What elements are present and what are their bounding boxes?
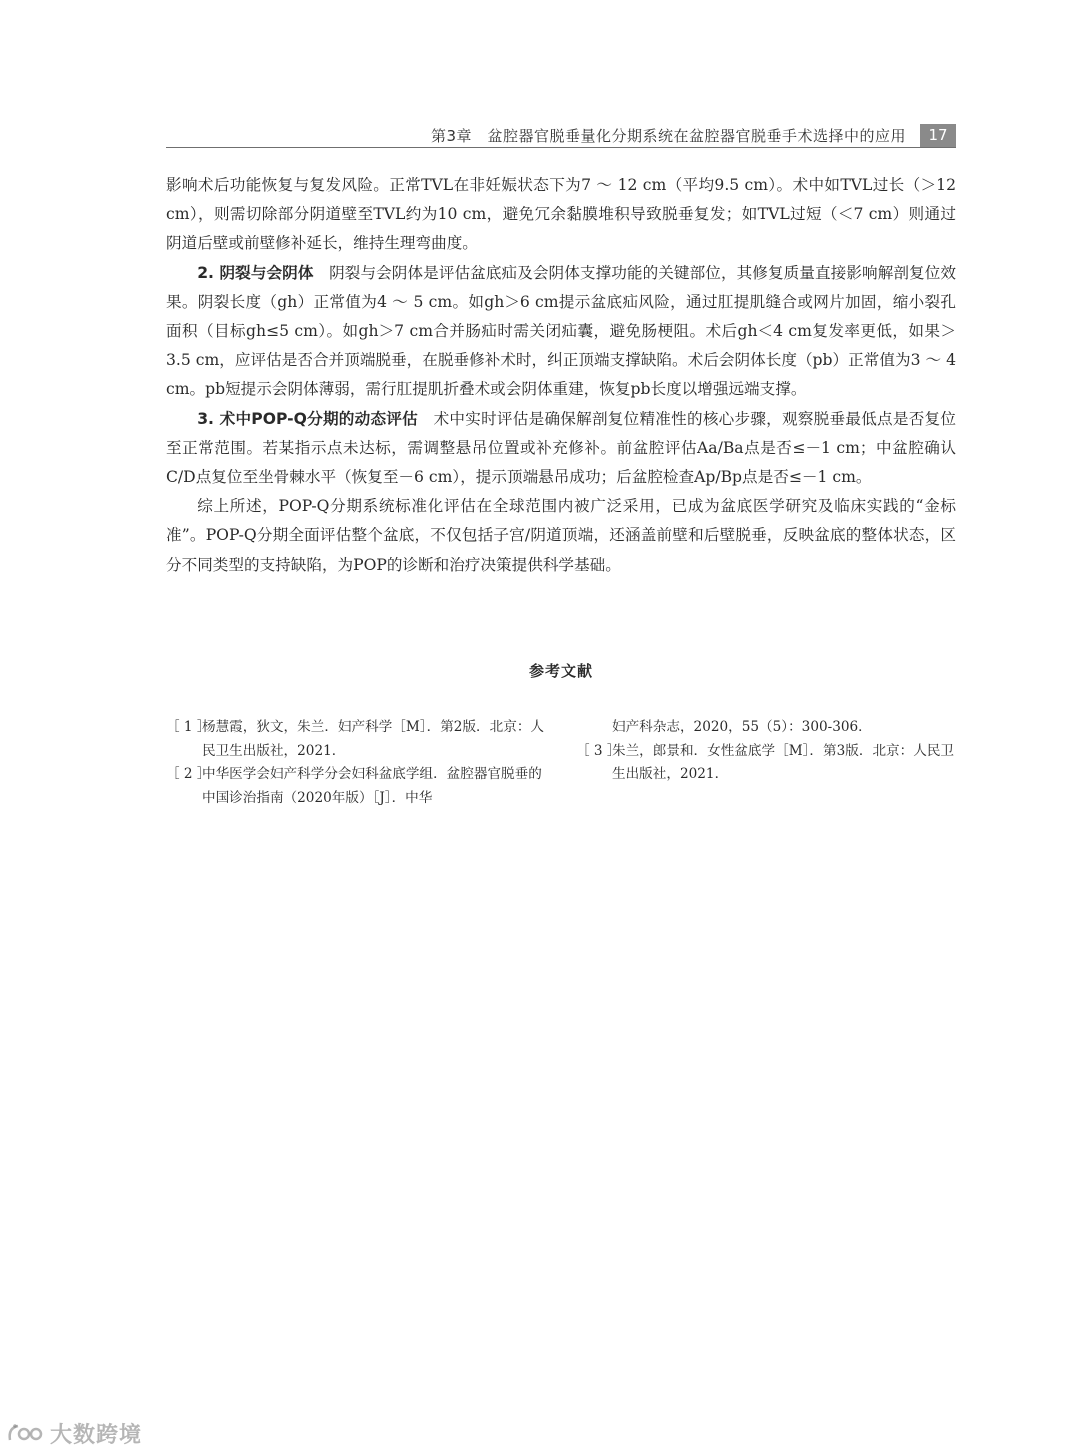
paragraph (166, 405, 956, 493)
running-header (166, 122, 956, 148)
page-number: 17 (920, 124, 956, 147)
main-body (166, 171, 956, 580)
reference-item (166, 716, 546, 763)
paragraph (166, 259, 956, 405)
reference-number: ［ 3 ］ (576, 742, 621, 759)
paragraph: 综上所述，POP-Q分期系统标准化评估在全球范围内被广泛采用，已成为盆底医学研究及临床实践的“金标准”。POP-Q分期全面评估整个盆底，不仅包括子宫/阴道顶端，还涵盖前壁和后壁脱垂，反映盆底的整体状态，区分不同类型的支持缺陷，为POP的诊断和治疗决策提供科学基础。 (166, 497, 956, 574)
reference-item (576, 740, 956, 787)
reference-text: 杨慧霞，狄文，朱兰．妇产科学［M］．第2版．北京：人民卫生出版社，2021． (202, 719, 545, 759)
paragraph: 影响术后功能恢复与复发风险。正常TVL在非妊娠状态下为7 ～ 12 cm（平均9.5 cm）。术中如TVL过长（＞12 cm），则需切除部分阴道壁至TVL约为10 cm，避免冗余黏膜堆积导致脱垂复发；如TVL过短（＜7 cm）则通过阴道后壁或前壁修补延长，维持生理弯曲度。 (166, 176, 956, 253)
chapter-title: 第3章 盆腔器官脱垂量化分期系统在盆腔器官脱垂手术选择中的应用 (430, 127, 906, 145)
reference-number: ［ 2 ］ (166, 766, 211, 782)
watermark (6, 1418, 142, 1448)
paragraph-text: 术中实时评估是确保解剖复位精准性的核心步骤，观察脱垂最低点是否复位至正常范围。若某指示点未达标，需调整悬吊位置或补充修补。前盆腔评估Aa/Ba点是否≤－1 cm；中盆腔确认C/D点复位至坐骨棘水平（恢复至－6 cm），提示顶端悬吊成功；后盆腔检查Ap/Bp点是否≤－1 cm。 (166, 409, 956, 487)
references-column-left (166, 716, 546, 810)
reference-item (166, 763, 546, 810)
references-column-right (576, 716, 956, 787)
logo-icon (6, 1420, 46, 1446)
reference-continuation: 妇产科杂志，2020，55（5）：300-306． (612, 719, 872, 735)
section-heading: 2. 阴裂与会阴体 (197, 263, 314, 282)
references-title: 参考文献 (528, 662, 593, 680)
watermark-text: 大数跨境 (50, 1422, 143, 1448)
reference-text: 朱兰，郎景和．女性盆底学［M］．第3版．北京：人民卫生出版社，2021． (612, 742, 955, 782)
reference-text: 中华医学会妇产科学分会妇科盆底学组．盆腔器官脱垂的中国诊治指南（2020年版）［J］．中华 (202, 766, 542, 806)
reference-number: ［ 1 ］ (166, 719, 211, 735)
section-heading: 3. 术中POP-Q分期的动态评估 (197, 409, 418, 428)
paragraph-text: 阴裂与会阴体是评估盆底疝及会阴体支撑功能的关键部位，其修复质量直接影响解剖复位效果。阴裂长度（gh）正常值为4 ～ 5 cm。如gh＞6 cm提示盆底疝风险，通过肛提肌缝合或网片加固，缩小裂孔面积（目标gh≤5 cm）。如gh＞7 cm合并肠疝时需关闭疝囊，避免肠梗阻。术后gh＜4 cm复发率更低，如果＞3.5 cm，应评估是否合并顶端脱垂，在脱垂修补术时，纠正顶端支撑缺陷。术后会阴体长度（pb）正常值为3 ～ 4 cm。pb短提示会阴体薄弱，需行肛提肌折叠术或会阴体重建，恢复pb长度以增强远端支撑。 (166, 263, 956, 399)
